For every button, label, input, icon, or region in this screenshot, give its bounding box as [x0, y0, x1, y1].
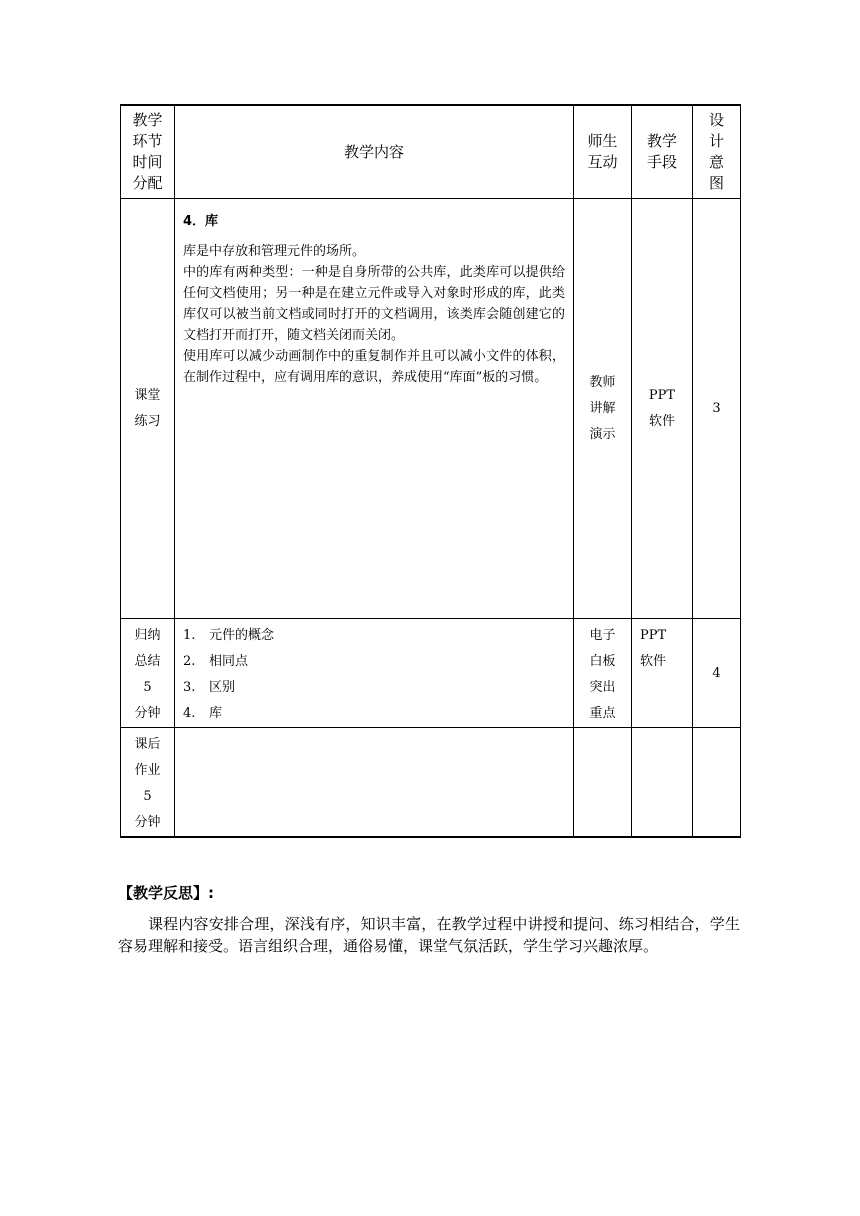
- reflection-title: 【教学反思】:: [118, 884, 214, 902]
- practice-paragraph: 中的库有两种类型：一种是自身所带的公共库，此类库可以提供给任何文档使用；另一种是在建立元件或导入对象时形成的库，此类库仅可以被当前文档或同时打开的文档调用，该类库会随创建它的文档打开而打开，随文档关闭而关闭。: [183, 265, 565, 343]
- practice-interaction-cell: 教师 讲解 演示: [574, 199, 632, 619]
- table-row-homework: [121, 728, 741, 838]
- homework-content-cell: [175, 728, 574, 838]
- list-item: 4. 库: [183, 706, 223, 721]
- homework-means-cell: [632, 728, 693, 838]
- summary-content-cell: [175, 619, 574, 728]
- table-header-row: [121, 105, 741, 199]
- header-stage-time: 教学 环节 时间 分配: [121, 105, 175, 199]
- list-item: 3. 区别: [183, 680, 236, 695]
- practice-paragraph: 库是中存放和管理元件的场所。: [183, 244, 366, 259]
- practice-stage-cell: 课堂 练习: [121, 199, 175, 619]
- homework-stage-cell: 课后 作业 5 分钟: [121, 728, 175, 838]
- list-item: 1. 元件的概念: [183, 628, 275, 643]
- practice-title: 4．库: [183, 214, 219, 229]
- practice-design-cell: 3: [693, 199, 741, 619]
- summary-means-cell: PPT 软件: [632, 619, 693, 728]
- practice-content-cell: [175, 199, 574, 619]
- summary-interaction-cell: 电子 白板 突出 重点: [574, 619, 632, 728]
- list-item: 2. 相同点: [183, 654, 249, 669]
- lesson-plan-table: [120, 104, 741, 838]
- table-row-summary: [121, 619, 741, 728]
- header-interaction: 师生 互动: [574, 105, 632, 199]
- header-content: 教学内容: [175, 105, 574, 199]
- practice-paragraph: 使用库可以减少动画制作中的重复制作并且可以减小文件的体积，在制作过程中，应有调用库的意识，养成使用“库面”板的习惯。: [183, 349, 565, 385]
- header-means: 教学 手段: [632, 105, 693, 199]
- summary-design-cell: 4: [693, 619, 741, 728]
- table-row-practice: [121, 199, 741, 619]
- summary-stage-cell: 归纳 总结 5 分钟: [121, 619, 175, 728]
- practice-means-cell: PPT 软件: [632, 199, 693, 619]
- homework-design-cell: [693, 728, 741, 838]
- homework-interaction-cell: [574, 728, 632, 838]
- header-design-intent: 设 计 意 图: [693, 105, 741, 199]
- reflection-body: 课程内容安排合理，深浅有序，知识丰富，在教学过程中讲授和提问、练习相结合，学生容易理解和接受。语言组织合理，通俗易懂，课堂气氛活跃，学生学习兴趣浓厚。: [118, 915, 740, 955]
